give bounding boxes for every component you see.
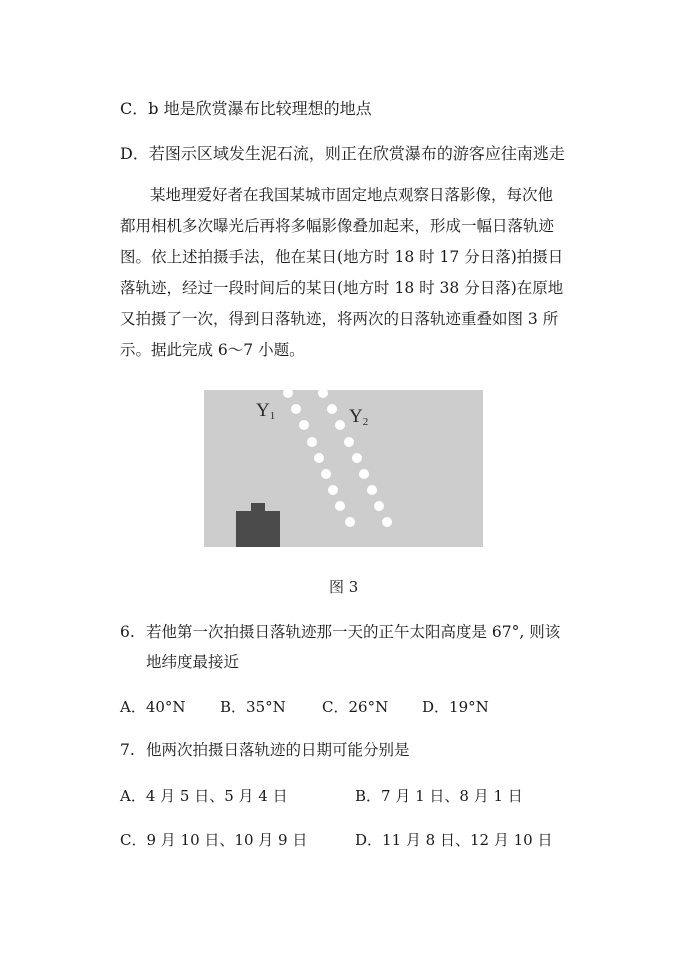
passage-line-4: 落轨迹，经过一段时间后的某日(地方时 18 时 38 分日落)在原地 [120,279,564,297]
q6-option-d: D．19°N [422,698,489,716]
sun-dot-y1 [321,469,331,479]
sun-dot-y2 [344,437,354,447]
q6-option-a: A．40°N [120,698,186,716]
sun-dot-y2 [382,517,392,527]
q6-option-c: C．26°N [322,698,389,716]
option-c-prev: C．b 地是欣赏瀑布比较理想的地点 [120,99,372,118]
sun-dot-y2 [374,501,384,511]
passage-line-2: 都用相机多次曝光后再将多幅影像叠加起来，形成一幅日落轨迹 [120,217,555,235]
question-6-line-1: 若他第一次拍摄日落轨迹那一天的正午太阳高度是 67°, 则该 [146,623,561,641]
sun-dot-y2 [335,420,345,430]
sun-dot-y2 [318,388,328,398]
question-6 [120,620,560,642]
figure-caption: 图 3 [329,578,359,596]
sun-dot-y2 [352,453,362,463]
question-6-number: 6. [120,623,135,641]
sun-dot-y1 [299,420,309,430]
q7-option-c: C．9 月 10 日、10 月 9 日 [120,831,308,849]
question-6-line-2: 地纬度最接近 [146,653,240,671]
sun-dot-y2 [359,469,369,479]
question-7-number: 7. [120,741,135,759]
q7-option-b: B．7 月 1 日、8 月 1 日 [355,787,523,805]
sun-dot-y1 [314,453,324,463]
label-y1: $Y_1$ [256,400,276,422]
question-7-text: 他两次拍摄日落轨迹的日期可能分别是 [146,741,410,759]
q7-option-a: A．4 月 5 日、5 月 4 日 [120,787,288,805]
option-d-prev: D．若图示区域发生泥石流，则正在欣赏瀑布的游客应往南逃走 [120,144,565,163]
sun-dot-y1 [345,517,355,527]
q6-option-b: B．35°N [220,698,286,716]
sun-dot-y1 [328,485,338,495]
q7-option-d: D．11 月 8 日、12 月 10 日 [355,831,553,849]
sun-dot-y1 [335,501,345,511]
passage-line-6: 示。据此完成 6～7 小题。 [120,341,305,359]
sun-dot-y1 [283,388,293,398]
building-silhouette [236,511,280,547]
passage [120,180,575,366]
question-7 [120,738,410,760]
sun-dot-y1 [291,404,301,414]
sunset-trajectory-figure [204,390,483,547]
passage-line-3: 图。依上述拍摄手法，他在某日(地方时 18 时 17 分日落)拍摄日 [120,248,564,266]
sun-dot-y2 [327,404,337,414]
sun-dot-y1 [307,437,317,447]
sun-dot-y2 [367,485,377,495]
passage-line-1: 某地理爱好者在我国某城市固定地点观察日落影像，每次他 [150,186,554,204]
passage-line-5: 又拍摄了一次，得到日落轨迹，将两次的日落轨迹重叠如图 3 所 [120,310,559,328]
label-y2: $Y_2$ [349,406,369,428]
